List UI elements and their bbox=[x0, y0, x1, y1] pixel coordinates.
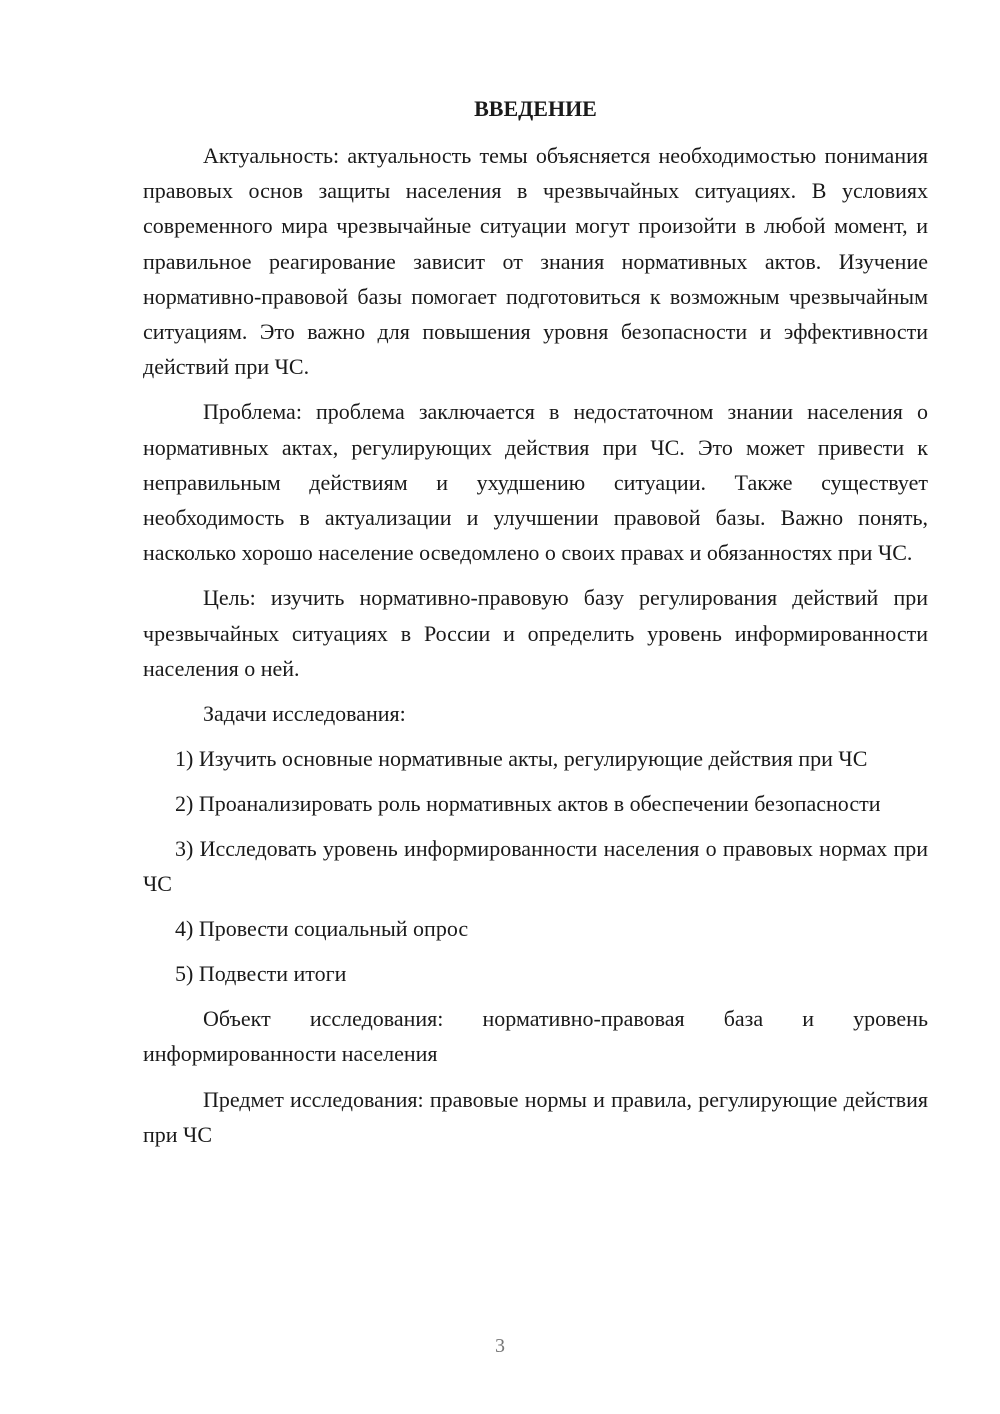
tasks-heading: Задачи исследования: bbox=[203, 701, 406, 727]
goal-paragraph: Цель: изучить нормативно-правовую базу регулирования действий при чрезвычайных ситуациях в России и определить уровень информированности населения о ней. bbox=[143, 585, 928, 681]
page-title: ВВЕДЕНИЕ bbox=[474, 96, 597, 121]
relevance-paragraph: Актуальность: актуальность темы объясняется необходимостью понимания правовых основ защиты населения в чрезвычайных ситуациях. В условиях современного мира чрезвычайные ситуации могут произойти в любой момент, и правильное реагирование зависит от знания нормативных актов. Изучение нормативно-правовой базы помогает подготовиться к возможным чрезвычайным ситуациям. Это важно для повышения уровня безопасности и эффективности действий при ЧС. bbox=[143, 143, 928, 380]
page-number: 3 bbox=[495, 1335, 505, 1357]
task-item-1: 1) Изучить основные нормативные акты, регулирующие действия при ЧС bbox=[175, 746, 868, 772]
task-item-3: 3) Исследовать уровень информированности населения о правовых нормах при ЧС bbox=[143, 836, 928, 897]
document-page bbox=[143, 94, 928, 1162]
object-paragraph: Объект исследования: нормативно-правовая база и уровень информированности населения bbox=[143, 1006, 928, 1067]
task-item-2: 2) Проанализировать роль нормативных актов в обеспечении безопасности bbox=[175, 791, 881, 817]
task-item-4: 4) Провести социальный опрос bbox=[175, 916, 469, 942]
problem-paragraph: Проблема: проблема заключается в недостаточном знании населения о нормативных актах, регулирующих действия при ЧС. Это может привести к неправильным действиям и ухудшению ситуации. Также существует необходимость в актуализации и улучшении правовой базы. Важно понять, насколько хорошо население осведомлено о своих правах и обязанностях при ЧС. bbox=[143, 399, 928, 566]
subject-paragraph: Предмет исследования: правовые нормы и правила, регулирующие действия при ЧС bbox=[143, 1086, 928, 1147]
task-item-5: 5) Подвести итоги bbox=[175, 961, 347, 987]
